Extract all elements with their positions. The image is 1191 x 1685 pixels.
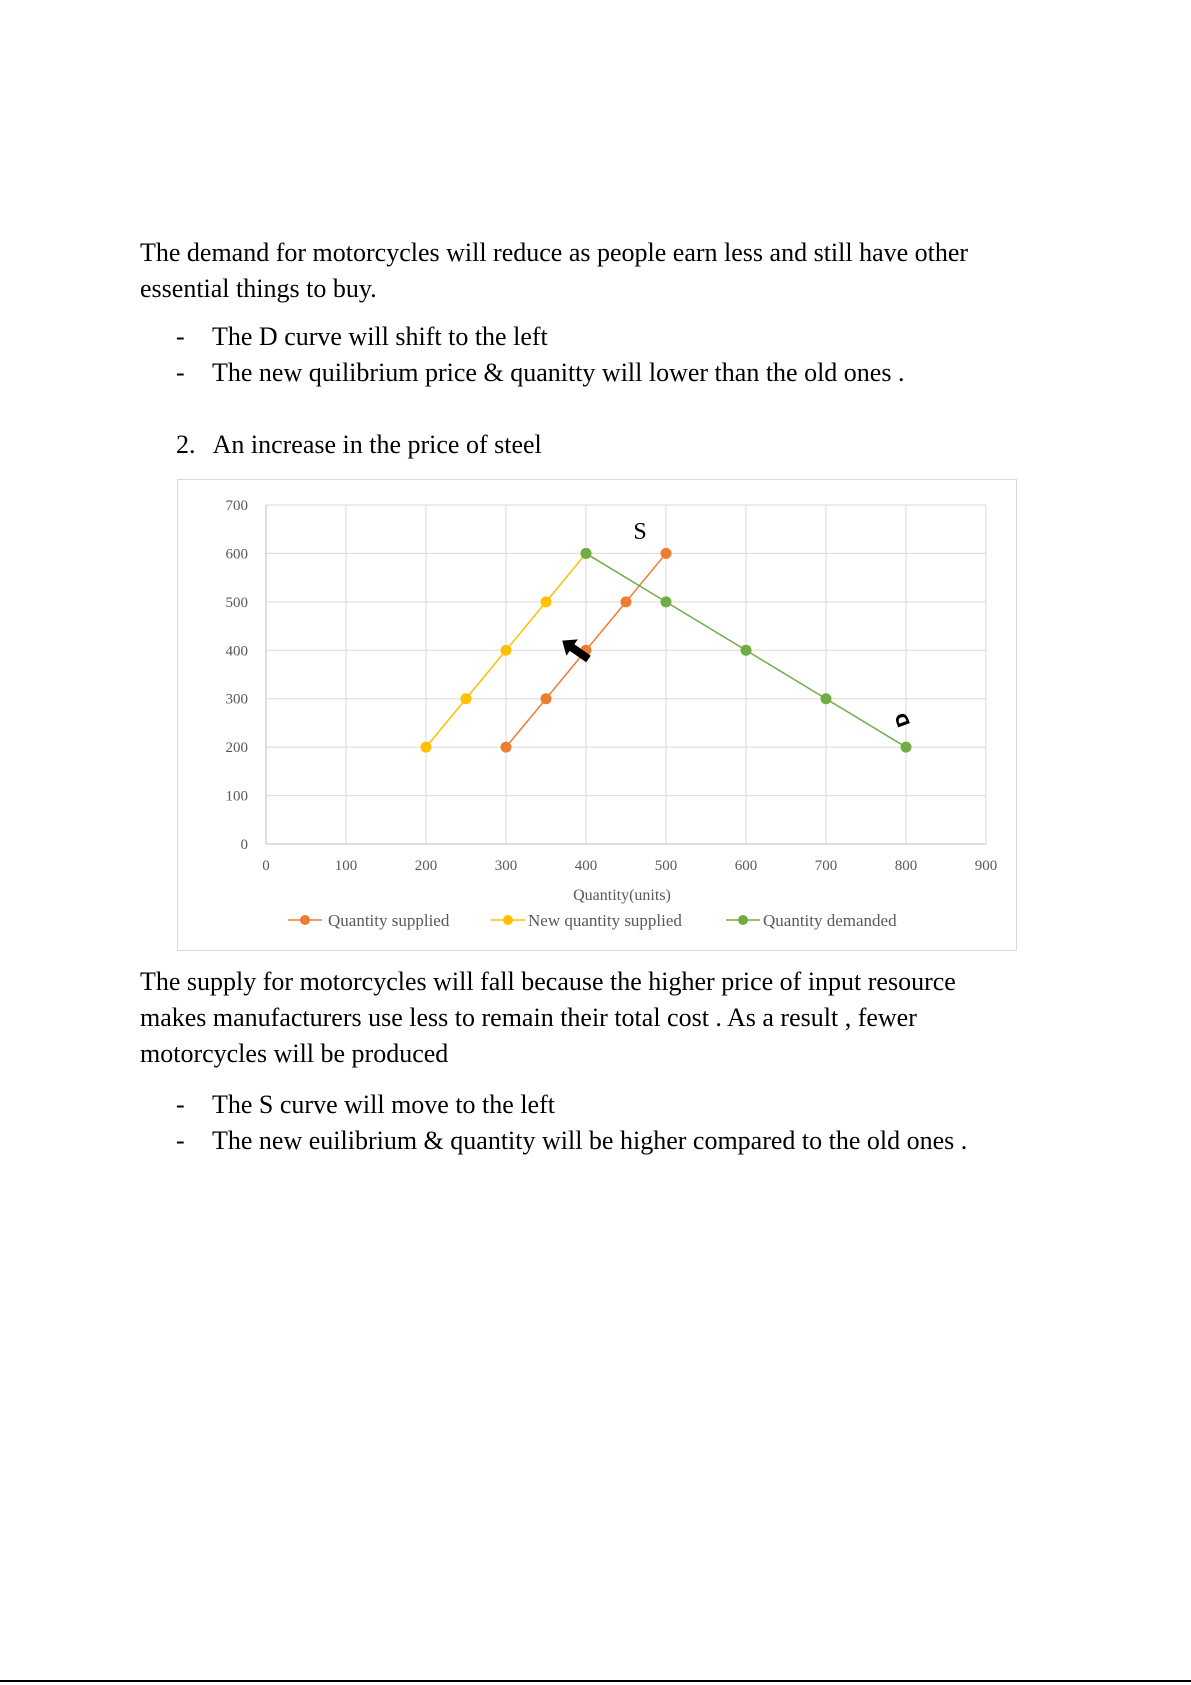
paragraph-supply-line3: motorcycles will be produced (140, 1039, 449, 1068)
data-point (581, 548, 592, 559)
data-point (901, 742, 912, 753)
bullet-dash: - (176, 1126, 185, 1155)
bullet-dash: - (176, 1090, 185, 1119)
demand-curve-label: D (891, 709, 916, 730)
chart-legend (288, 911, 897, 930)
y-tick-label: 0 (240, 837, 248, 853)
legend-item-quantity-demanded (726, 911, 897, 930)
x-tick-label: 700 (814, 858, 838, 874)
x-axis-title: Quantity(units) (573, 887, 671, 904)
paragraph-demand (140, 235, 1040, 307)
chart-axes (226, 498, 998, 874)
item-text: An increase in the price of steel (212, 430, 542, 459)
x-tick-label: 500 (654, 858, 678, 874)
chart-gridlines (266, 505, 986, 844)
legend-item-new-quantity-supplied (491, 911, 682, 930)
x-tick-label: 300 (494, 858, 518, 874)
supply-curve-label: S (633, 519, 647, 545)
x-tick-label: 900 (974, 858, 998, 874)
y-tick-label: 300 (225, 691, 248, 708)
bullet-text: The new quilibrium price & quanitty will lower than the old ones . (212, 358, 905, 387)
paragraph-supply (140, 964, 1040, 1072)
y-tick-label: 600 (225, 546, 248, 563)
data-point (501, 742, 512, 753)
bullet-text: The D curve will shift to the left (212, 322, 548, 351)
paragraph-supply-line1: The supply for motorcycles will fall because the higher price of input resource (140, 967, 956, 996)
x-tick-label: 100 (334, 858, 358, 874)
data-point (501, 645, 512, 656)
legend-item-quantity-supplied (288, 911, 450, 930)
supply-demand-chart (177, 479, 1017, 951)
legend-label: Quantity supplied (328, 911, 450, 930)
legend-label: Quantity demanded (763, 911, 897, 930)
data-point (541, 596, 552, 607)
legend-label: New quantity supplied (528, 911, 682, 930)
data-point (621, 596, 632, 607)
data-point (421, 742, 432, 753)
bullet-dash: - (176, 358, 185, 387)
data-point (541, 693, 552, 704)
bullet-text: The S curve will move to the left (212, 1090, 555, 1119)
paragraph-demand-line2: essential things to buy. (140, 274, 377, 303)
chart-svg (178, 480, 1016, 950)
data-point (661, 596, 672, 607)
x-tick-label: 200 (414, 858, 438, 874)
y-tick-label: 200 (225, 740, 248, 757)
bullet-text: The new euilibrium & quantity will be higher compared to the old ones . (212, 1126, 968, 1155)
page-bottom-rule (0, 1680, 1191, 1682)
y-tick-label: 500 (225, 594, 248, 611)
data-point (461, 693, 472, 704)
paragraph-supply-line2: makes manufacturers use less to remain their total cost . As a result , fewer (140, 1003, 917, 1032)
data-point (661, 548, 672, 559)
y-tick-label: 700 (225, 498, 248, 514)
y-tick-label: 100 (225, 788, 248, 805)
bullet-dash: - (176, 322, 185, 351)
paragraph-demand-line1: The demand for motorcycles will reduce as people earn less and still have other (140, 238, 969, 267)
x-tick-label: 0 (262, 858, 270, 874)
x-tick-label: 600 (734, 858, 758, 874)
x-tick-label: 400 (574, 858, 598, 874)
item-number: 2. (176, 430, 196, 459)
numbered-item-2 (176, 427, 542, 463)
y-tick-label: 400 (225, 643, 248, 660)
data-point (821, 693, 832, 704)
x-tick-label: 800 (894, 858, 918, 874)
data-point (741, 645, 752, 656)
